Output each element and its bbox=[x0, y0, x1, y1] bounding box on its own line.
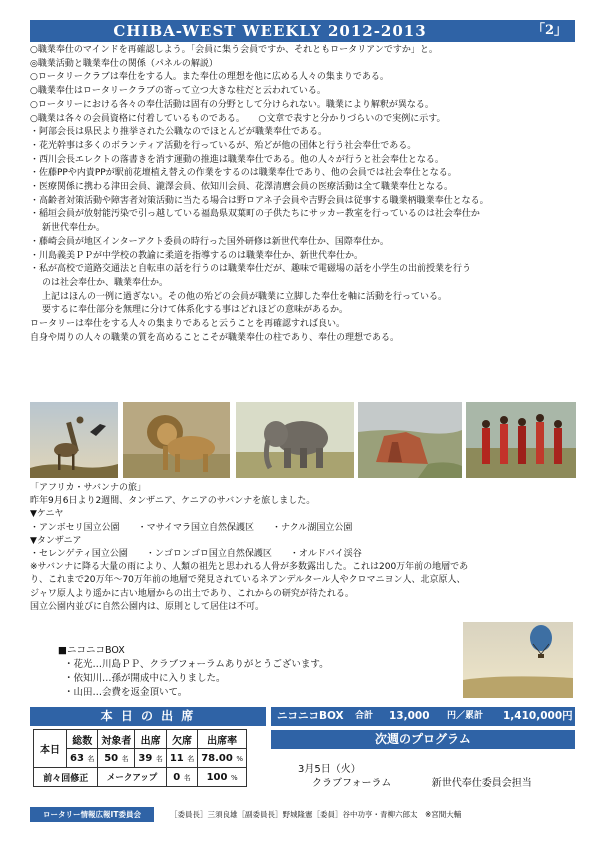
footer-committee: ロータリー情報広報IT委員会 bbox=[30, 807, 154, 822]
newsletter-banner bbox=[30, 20, 575, 42]
article-line: ・花光幹事は多くのボランティア活動を行っているが、殆どが他の団体と行う社会奉仕である。 bbox=[30, 140, 417, 151]
attendance-title: 本 日 の 出 席 bbox=[100, 709, 196, 723]
today-present: 39 名 bbox=[135, 749, 166, 768]
nikoniko-total-unit: 円／累計 bbox=[447, 711, 484, 721]
attendance-title-bar bbox=[30, 707, 266, 726]
attendance-table bbox=[33, 729, 247, 787]
africa-travel-section bbox=[30, 482, 590, 614]
article-line: ○職業は各々の会員資格に付着しているものである。 ○文章で表すと分かりづらいので実例に示す。 bbox=[30, 113, 446, 124]
program-date: 3月5日（火） bbox=[298, 764, 361, 775]
africa-line: ・セレンゲティ国立公園 ・ンゴロンゴロ国立自然保護区 ・オルドバイ渓谷 bbox=[30, 549, 362, 560]
article-line: 上記はほんの一例に過ぎない。その他の殆どの会員が職業に立脚した奉仕を軸に活動を行っている。 bbox=[42, 291, 448, 302]
today-rate: 78.00 % bbox=[198, 749, 247, 768]
article-line: ・西川会長エレクトの落書きを消す運動の推進は職業奉仕である。他の人々が行うと社会奉仕となる。 bbox=[30, 154, 444, 165]
newsletter-title: CHIBA-WEST WEEKLY 2012-2013 bbox=[113, 22, 427, 40]
header-present: 出席 bbox=[135, 730, 166, 749]
africa-line: ※サバンナに降る大量の雨により、人類の祖先と思われる人骨が多数露出した。これは200万年前の地層であ bbox=[30, 562, 469, 573]
article-line: ◎職業活動と職業奉仕の関係（パネルの解説） bbox=[30, 58, 218, 69]
article-body bbox=[30, 44, 580, 345]
program-name: クラブフォーラム bbox=[312, 778, 392, 789]
nikoniko-box-label: ニコニコBOX bbox=[277, 710, 344, 722]
africa-line: ジャワ原人より遥かに古い地層からの出土であり、これからの研究が待たれる。 bbox=[30, 588, 354, 599]
nikoniko-title: ■ニコニコBOX bbox=[58, 645, 125, 656]
makeup-rate: 100 % bbox=[198, 768, 247, 787]
gorge-photo bbox=[358, 402, 462, 478]
article-line: ・川島義美ＰＰが中学校の教諭に柔道を指導するのは職業奉仕か、新世代奉仕か。 bbox=[30, 250, 364, 261]
program-host: 新世代奉仕委員会担当 bbox=[431, 778, 532, 789]
footer-bar bbox=[30, 807, 575, 822]
next-program-bar bbox=[271, 730, 575, 749]
article-line: ・医療関係に携わる津田会員、瀧澤会員、依知川会員、花澤清麿会員の医療活動は全て職業奉仕となる。 bbox=[30, 182, 454, 193]
article-line: 新世代奉仕か。 bbox=[42, 223, 106, 234]
africa-line: り、これまで20万年～70万年前の地層で発見されているネアンデルタール人やクロマニヨン人、北京原人、 bbox=[30, 575, 466, 586]
lion-photo bbox=[123, 402, 230, 478]
africa-line: 「アフリカ・サバンナの旅」 bbox=[30, 483, 147, 493]
nikoniko-cumulative: 1,410,000円 bbox=[503, 710, 573, 722]
africa-line: ・アンボセリ国立公園 ・マサイマラ国立自然保護区 ・ナクル湖国立公園 bbox=[30, 522, 353, 533]
photo-strip bbox=[30, 402, 576, 478]
article-line: ○職業奉仕はロータリークラブの寄って立つ大きな柱だと云われている。 bbox=[30, 86, 326, 97]
article-line: ○ロータリーにおける各々の奉仕活動は固有の分野として分けられない。職業により解釈が異なる。 bbox=[30, 99, 434, 110]
nikoniko-total-bar bbox=[271, 707, 575, 726]
article-line: 要するに奉仕部分を無理に分けて体系化する事はどれほどの意味があるか。 bbox=[42, 305, 349, 316]
nikoniko-total-label: 合計 bbox=[355, 711, 374, 721]
makeup-label: 前々回修正 bbox=[34, 768, 98, 787]
article-line: のは社会奉仕か、職業奉仕か。 bbox=[42, 277, 169, 288]
today-total: 63 名 bbox=[67, 749, 98, 768]
elephant-photo bbox=[236, 402, 354, 478]
next-program-title: 次週のプログラム bbox=[375, 732, 471, 746]
africa-line: ▼ケニヤ bbox=[30, 509, 64, 520]
nikoniko-total: 13,000 bbox=[389, 710, 430, 722]
nikoniko-item: ・花光…川島ＰＰ、クラブフォーラムありがとうございます。 bbox=[64, 659, 329, 670]
today-label: 本日 bbox=[34, 730, 67, 768]
makeup-sub-label: メークアップ bbox=[98, 768, 166, 787]
header-rate: 出席率 bbox=[198, 730, 247, 749]
africa-line: ▼タンザニア bbox=[30, 535, 82, 546]
header-total: 総数 bbox=[67, 730, 98, 749]
article-line: ・私が高校で道路交通法と自転車の話を行うのは職業奉仕だが、趣味で電磁場の話を小学生の出前授業を行う bbox=[30, 264, 472, 275]
today-absent: 11 名 bbox=[166, 749, 197, 768]
article-line: ・佐藤PPや内貴PPが駅前花壇植え替えの作業をするのは職業奉仕であり、他の会員では社会奉仕となる。 bbox=[30, 168, 457, 179]
header-absent: 欠席 bbox=[166, 730, 197, 749]
issue-number: 「2」 bbox=[531, 23, 567, 38]
article-line: ・藤崎会員が地区インターアクト委員の時行った国外研修は新世代奉仕か、国際奉仕か。 bbox=[30, 236, 389, 247]
article-line: 自身や周りの人々の職業の質を高めることこそが職業奉仕の柱であり、奉仕の理想である。 bbox=[30, 332, 400, 343]
nikoniko-box-comments bbox=[58, 644, 329, 700]
africa-line: 昨年9月6日より2週間、タンザニア、ケニアのサバンナを旅しました。 bbox=[30, 496, 316, 507]
article-line: ・阿部会長は県民より推挙された公職なのでほとんどが職業奉仕である。 bbox=[30, 127, 328, 138]
nikoniko-item: ・依知川…孫が開成中に入りました。 bbox=[64, 673, 226, 684]
footer-members: ［委員長］三須良雄［副委員長］野城隆憲［委員］谷中功亨・青柳六郎太 ※宮間大輔 bbox=[170, 810, 462, 819]
balloon-photo bbox=[463, 622, 573, 698]
article-line: ロータリーは奉仕をする人々の集まりであると云うことを再確認すれば良い。 bbox=[30, 319, 346, 330]
giraffe-photo bbox=[30, 402, 118, 478]
article-line: ○ロータリークラブは奉仕をする人。また奉仕の理想を他に広める人々の集まりである。 bbox=[30, 72, 389, 83]
nikoniko-item: ・山田…会費を返金頂いて。 bbox=[64, 687, 188, 698]
header-eligible: 対象者 bbox=[98, 730, 135, 749]
today-eligible: 50 名 bbox=[98, 749, 135, 768]
article-line: ・稲垣会員が放射能汚染で引っ越している福島県双葉町の子供たちにサッカー教室を行っているのは社会奉仕か bbox=[30, 209, 480, 220]
article-line: ・高齢者対策活動や障害者対策活動に当たる場合は野ロアネ子会員や吉野会員は従事する職業柄職業奉仕となる。 bbox=[30, 195, 489, 206]
next-program-details bbox=[298, 763, 532, 791]
africa-line: 国立公園内並びに自然公園内は、原則として居住は不可。 bbox=[30, 601, 265, 612]
maasai-photo bbox=[466, 402, 576, 478]
article-line: ○職業奉仕のマインドを再確認しよう。「会員に集う会員ですか、それともロータリアンですか」と。 bbox=[30, 45, 438, 55]
makeup-count: 0 名 bbox=[166, 768, 197, 787]
